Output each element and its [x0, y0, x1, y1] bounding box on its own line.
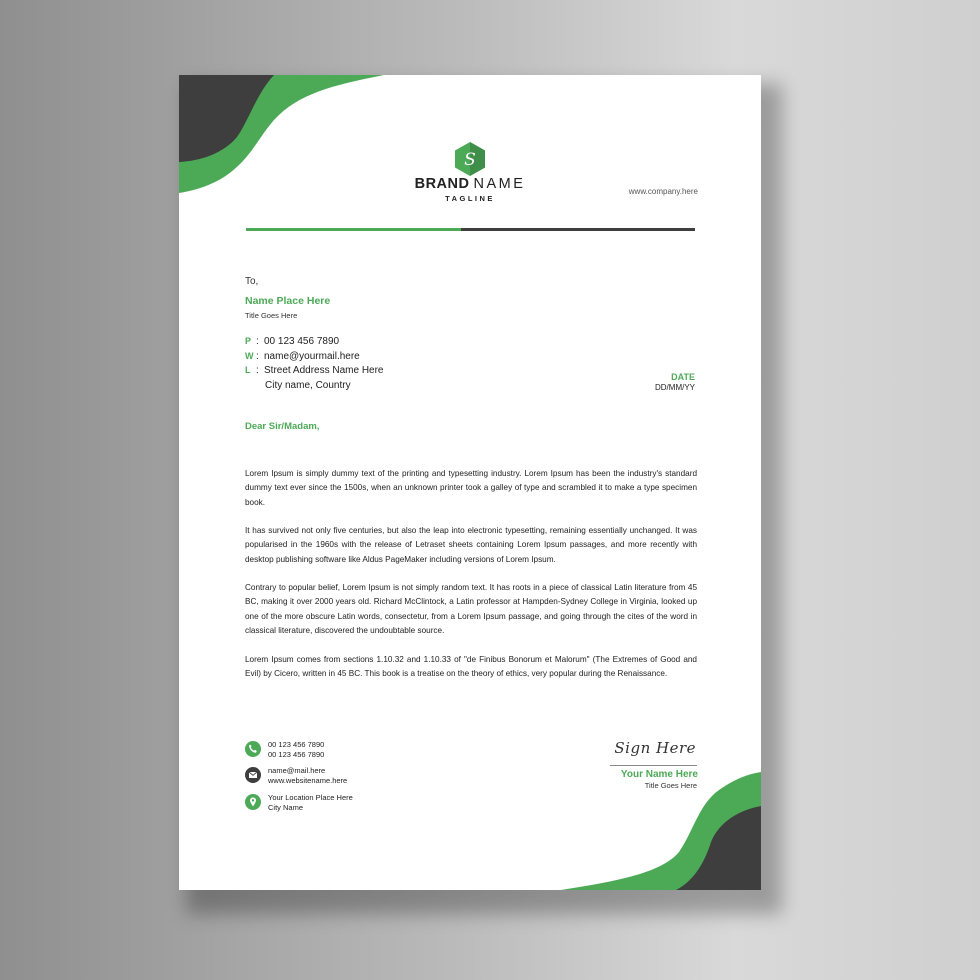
signature-line — [610, 765, 697, 766]
recipient-city: City name, Country — [265, 380, 351, 391]
phone-icon — [245, 741, 261, 757]
location-pin-icon — [245, 794, 261, 810]
company-website: www.company.here — [628, 187, 698, 196]
date-label: DATE — [671, 372, 695, 382]
brand-name-bold: BRAND — [414, 176, 470, 192]
footer-phone — [268, 740, 324, 760]
contact-value: name@yourmail.here — [264, 351, 360, 362]
footer-website: www.websitename.here — [268, 776, 348, 785]
hexagon-s-monogram-icon — [453, 141, 487, 177]
logo-letter: S — [464, 150, 476, 170]
footer-location-2: City Name — [268, 803, 304, 812]
contact-key: L — [245, 365, 251, 375]
letterhead-page — [179, 75, 761, 890]
mail-icon — [245, 767, 261, 783]
brand-name-light: NAME — [473, 176, 526, 192]
header-rule-green — [246, 228, 461, 231]
footer-mail — [268, 766, 347, 786]
body-paragraph-3: Contrary to popular belief, Lorem Ipsum is not simply random text. It has roots in a piece of classical Latin literature from 45 BC, making it over 2000 years old. Richard McClintock, a Latin professor at Hampden-Sydney College in Virginia, looked up one of the more obscure Latin words, consectetur, from a Lorem Ipsum passage, and going through the cites of the word in classical literature, discovered the undoubtable source. — [245, 583, 697, 636]
contact-key: P — [245, 336, 252, 346]
salutation: Dear Sir/Madam, — [245, 421, 320, 432]
footer-location-1: Your Location Place Here — [268, 793, 353, 802]
footer-location — [268, 793, 353, 813]
contact-key: W — [245, 351, 254, 361]
footer-phone-2: 00 123 456 7890 — [268, 750, 325, 759]
contact-value: 00 123 456 7890 — [264, 336, 340, 347]
date-value: DD/MM/YY — [655, 383, 695, 392]
signature-script: Sign Here — [614, 739, 696, 757]
footer-email: name@mail.here — [268, 766, 326, 775]
brand-tagline: TAGLINE — [445, 194, 495, 203]
recipient-web: W : name@yourmail.here — [245, 351, 360, 362]
body-paragraph-1: Lorem Ipsum is simply dummy text of the printing and typesetting industry. Lorem Ipsum has been the industry's standard dummy text ever since the 1500s, when an unknown printer took a galley of type and scrambled it to make a type specimen book. — [245, 469, 697, 507]
contact-value: Street Address Name Here — [264, 365, 384, 376]
body-paragraph-4: Lorem Ipsum comes from sections 1.10.32 and 1.10.33 of "de Finibus Bonorum et Malorum" (The Extremes of Good and Evil) by Cicero, written in 45 BC. This book is a treatise on the theory of ethics, very popular during the Renaissance. — [245, 655, 697, 679]
signer-title: Title Goes Here — [644, 781, 697, 790]
recipient-title: Title Goes Here — [245, 311, 298, 320]
signer-name: Your Name Here — [620, 769, 698, 780]
recipient-to: To, — [245, 276, 259, 287]
recipient-location: L : Street Address Name Here — [245, 365, 384, 376]
recipient-name: Name Place Here — [245, 295, 331, 307]
header-rule-dark — [461, 228, 695, 231]
recipient-phone: P : 00 123 456 7890 — [245, 336, 340, 347]
footer-phone-1: 00 123 456 7890 — [268, 740, 325, 749]
body-paragraph-2: It has survived not only five centuries, but also the leap into electronic typesetting, remaining essentially unchanged. It was popularised in the 1960s with the release of Letraset sheets containing Lorem Ipsum passages, and more recently with desktop publishing software like Aldus PageMaker including versions of Lorem Ipsum. — [245, 526, 697, 564]
